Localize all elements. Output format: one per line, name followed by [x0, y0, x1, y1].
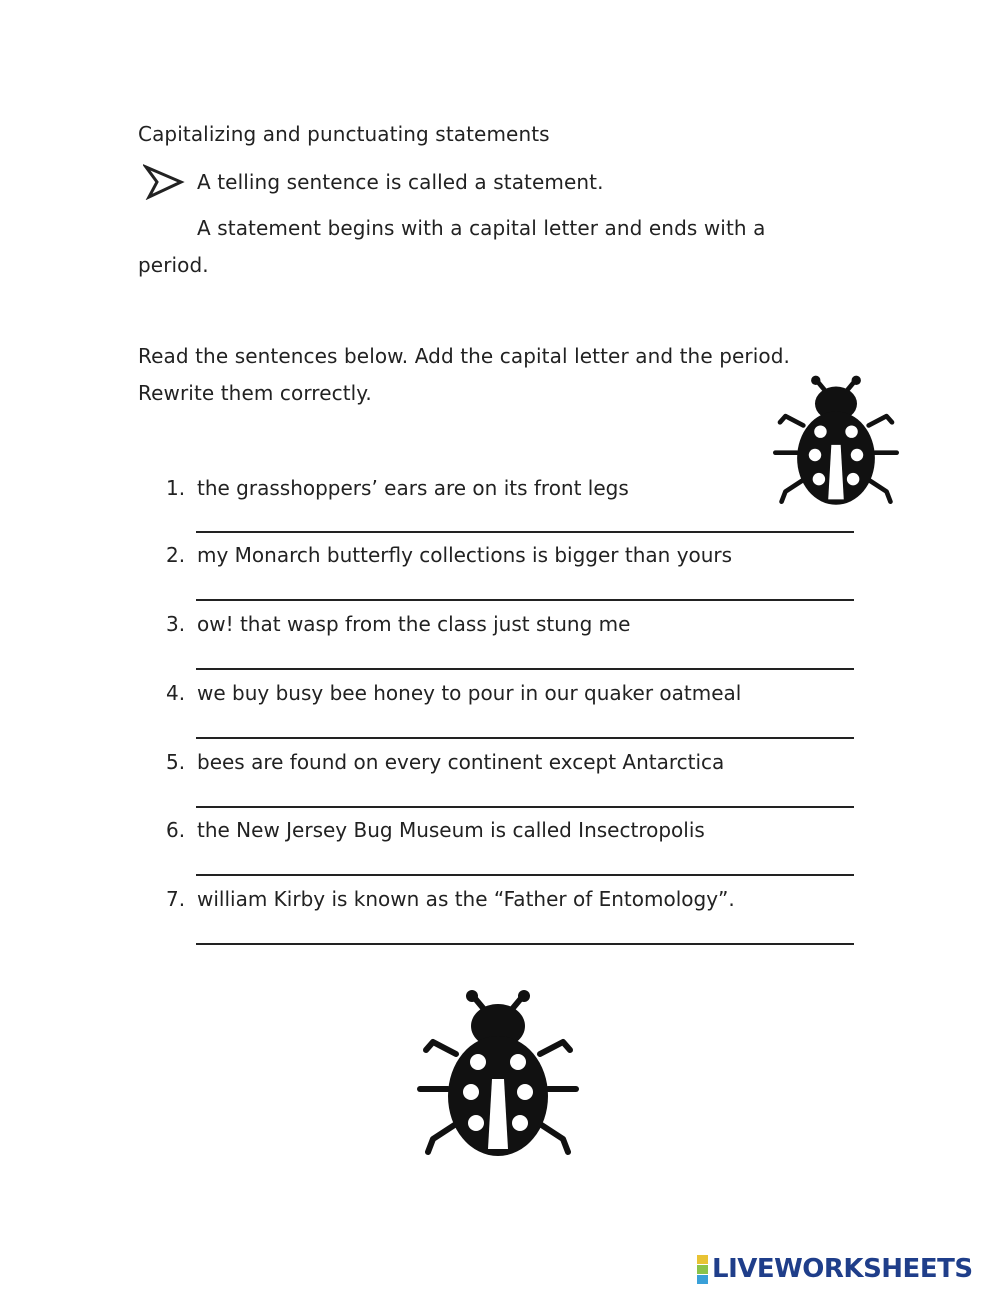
answer-input-1[interactable] [196, 511, 854, 533]
item-number: 1. [166, 476, 186, 500]
item-number: 3. [166, 612, 186, 636]
answer-input-6[interactable] [196, 854, 854, 876]
page-title: Capitalizing and punctuating statements [138, 122, 550, 146]
arrow-icon [143, 164, 185, 200]
item-number: 7. [166, 887, 186, 911]
item-sentence: the grasshoppers’ ears are on its front legs [197, 476, 629, 500]
item-number: 6. [166, 818, 186, 842]
brand-name: LIVEWORKSHEETS [712, 1254, 973, 1284]
item-sentence: william Kirby is known as the “Father of Entomology”. [197, 887, 735, 911]
liveworksheets-logo[interactable] [697, 1254, 973, 1284]
answer-input-5[interactable] [196, 786, 854, 808]
answer-input-7[interactable] [196, 923, 854, 945]
item-number: 2. [166, 543, 186, 567]
ladybug-icon [766, 370, 906, 512]
instructions-line1: Read the sentences below. Add the capital letter and the period. [138, 344, 790, 368]
rule-statement-format-line1: A statement begins with a capital letter and ends with a [197, 216, 766, 240]
logo-blocks-icon [697, 1255, 708, 1284]
rule-statement-format-line2: period. [138, 253, 209, 277]
item-sentence: ow! that wasp from the class just stung me [197, 612, 631, 636]
item-sentence: the New Jersey Bug Museum is called Insectropolis [197, 818, 705, 842]
ladybug-icon [408, 983, 588, 1165]
instructions-line2: Rewrite them correctly. [138, 381, 372, 405]
answer-input-3[interactable] [196, 648, 854, 670]
item-sentence: we buy busy bee honey to pour in our quaker oatmeal [197, 681, 742, 705]
item-sentence: my Monarch butterfly collections is bigger than yours [197, 543, 733, 567]
item-sentence: bees are found on every continent except Antarctica [197, 750, 725, 774]
answer-input-4[interactable] [196, 717, 854, 739]
item-number: 5. [166, 750, 186, 774]
item-number: 4. [166, 681, 186, 705]
answer-input-2[interactable] [196, 579, 854, 601]
rule-statement-definition: A telling sentence is called a statement. [197, 170, 604, 194]
